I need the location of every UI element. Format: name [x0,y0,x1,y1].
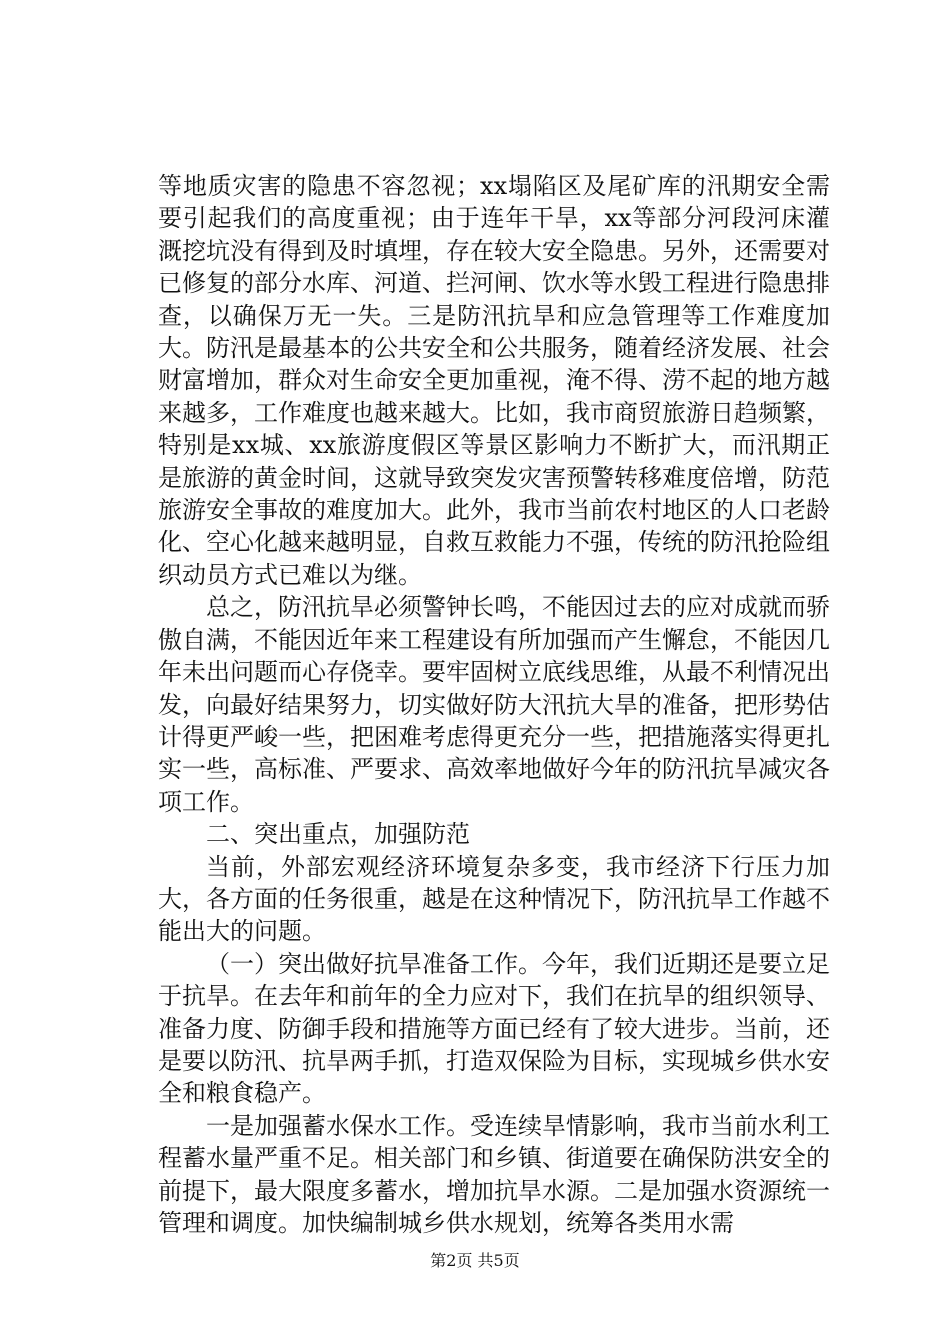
document-body [158,170,830,1239]
paragraph-continuation: 等地质灾害的隐患不容忽视；xx塌陷区及尾矿库的汛期安全需要引起我们的高度重视；由于连年干旱，xx等部分河段河床灌溉挖坑没有得到及时填埋，存在较大安全隐患。另外，还需要对已修复的部分水库、河道、拦河闸、饮水等水毁工程进行隐患排查，以确保万无一失。三是防汛抗旱和应急管理等工作难度加大。防汛是最基本的公共安全和公共服务，随着经济发展、社会财富增加，群众对生命安全更加重视，淹不得、涝不起的地方越来越多，工作难度也越来越大。比如，我市商贸旅游日趋频繁，特别是xx城、xx旅游度假区等景区影响力不断扩大，而汛期正是旅游的黄金时间，这就导致突发灾害预警转移难度倍增，防范旅游安全事故的难度加大。此外，我市当前农村地区的人口老龄化、空心化越来越明显，自救互救能力不强，传统的防汛抢险组织动员方式已难以为继。 [158,172,830,589]
page-number-footer: 第2页 共5页 [430,1251,520,1270]
paragraph-context: 当前，外部宏观经济环境复杂多变，我市经济下行压力加大，各方面的任务很重，越是在这种情况下，防汛抗旱工作越不能出大的问题。 [158,852,830,946]
paragraph-water-storage: 一是加强蓄水保水工作。受连续旱情影响，我市当前水利工程蓄水量严重不足。相关部门和乡镇、街道要在确保防洪安全的前提下，最大限度多蓄水，增加抗旱水源。二是加强水资源统一管理和调度。加快编制城乡供水规划，统筹各类用水需 [158,1111,830,1237]
section-heading: 二、突出重点，加强防范 [206,820,470,849]
paragraph-drought-prep: （一）突出做好抗旱准备工作。今年，我们近期还是要立足于抗旱。在去年和前年的全力应对下，我们在抗旱的组织领导、准备力度、防御手段和措施等方面已经有了较大进步。当前，还是要以防汛、抗旱两手抓，打造双保险为目标，实现城乡供水安全和粮食稳产。 [158,949,830,1108]
paragraph-summary: 总之，防汛抗旱必须警钟长鸣，不能因过去的应对成就而骄傲自满，不能因近年来工程建设有所加强而产生懈怠，不能因几年未出问题而心存侥幸。要牢固树立底线思维，从最不利情况出发，向最好结果努力，切实做好防大汛抗大旱的准备，把形势估计得更严峻一些，把困难考虑得更充分一些，把措施落实得更扎实一些，高标准、严要求、高效率地做好今年的防汛抗旱减灾各项工作。 [158,593,830,816]
